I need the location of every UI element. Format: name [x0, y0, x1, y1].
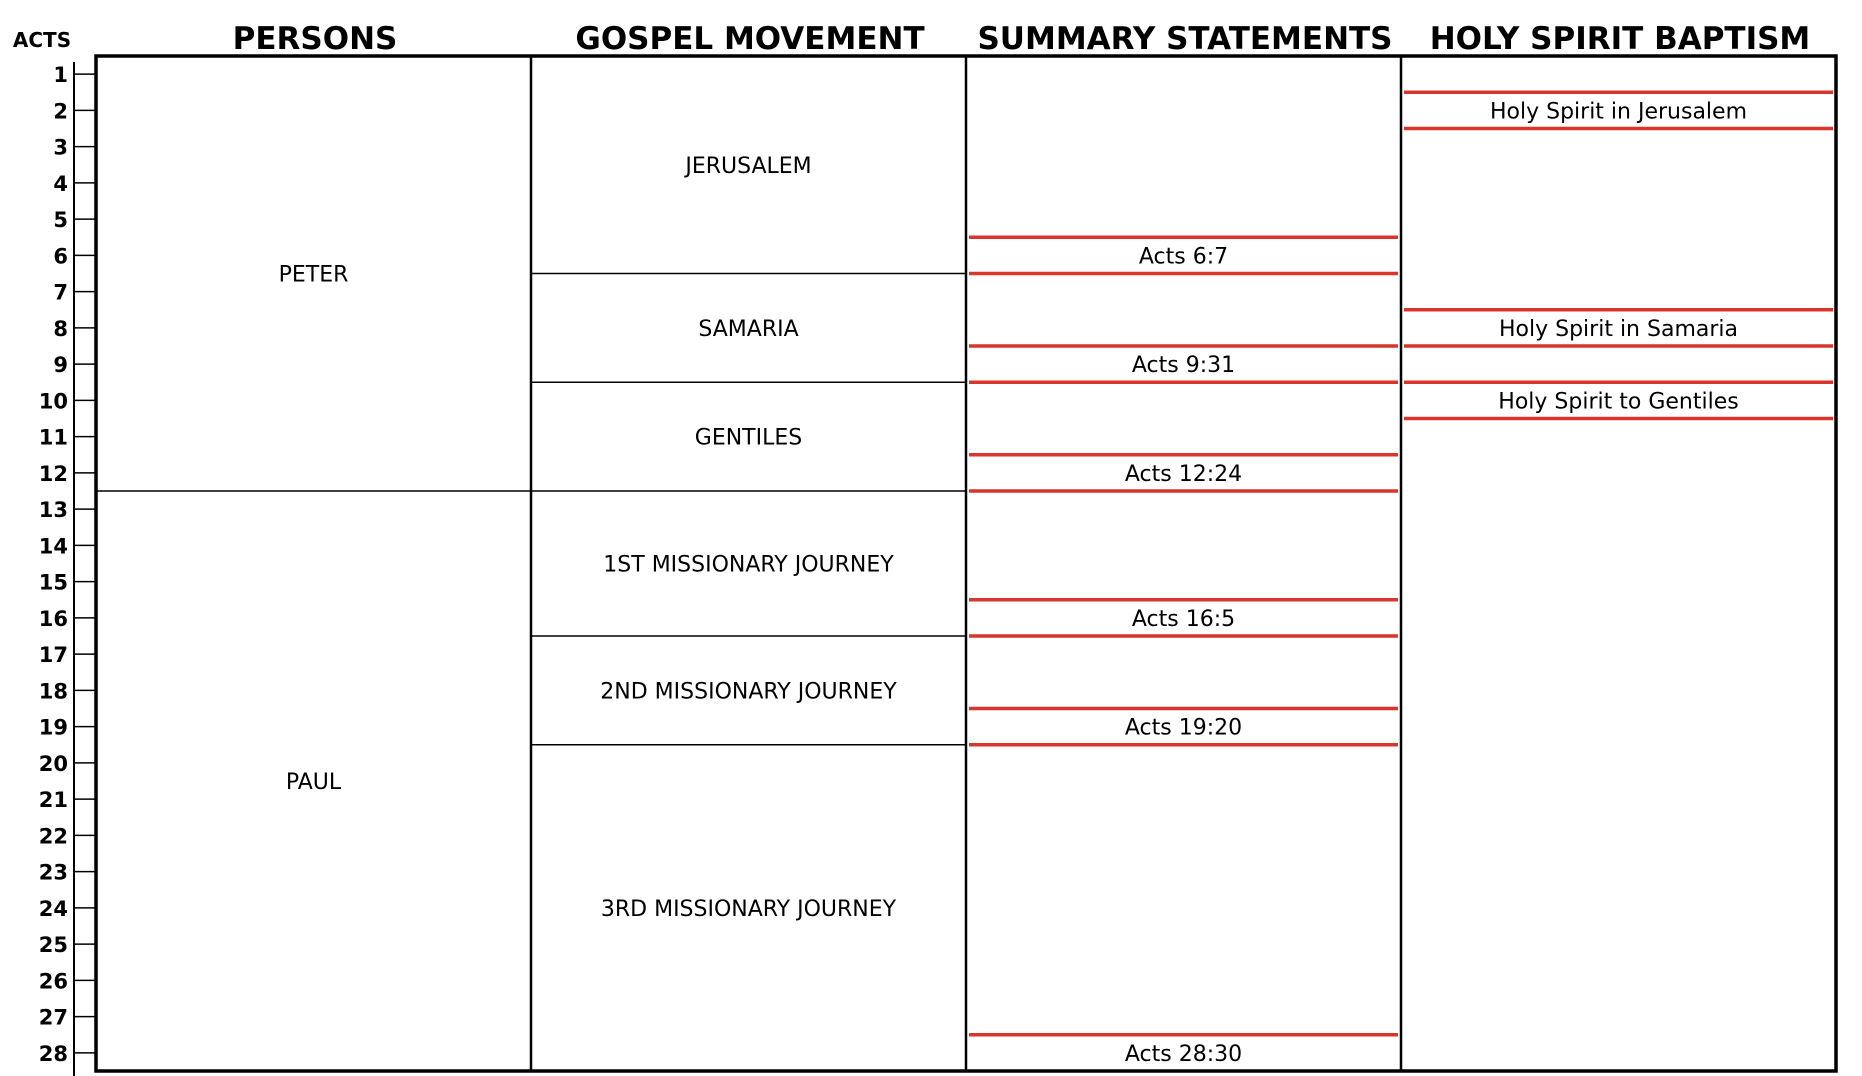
axis-tick-label: 14 [38, 534, 68, 559]
header-summary-statements: SUMMARY STATEMENTS [977, 21, 1393, 57]
axis-tick-label: 4 [53, 171, 68, 196]
axis-tick-label: 25 [38, 933, 68, 958]
marker-label: Acts 6:7 [1138, 244, 1229, 270]
axis-tick-label: 1 [53, 63, 68, 88]
axis-tick-label: 21 [38, 788, 68, 813]
segment-label: 2ND MISSIONARY JOURNEY [600, 679, 897, 705]
column-grid [96, 56, 1836, 1071]
axis-label: ACTS [12, 28, 72, 52]
header-holy-spirit-baptism: HOLY SPIRIT BAPTISM [1429, 21, 1811, 57]
axis-tick-label: 28 [38, 1041, 68, 1066]
chapter-axis [39, 62, 96, 1076]
header-persons: PERSONS [232, 21, 398, 57]
marker-label: Acts 9:31 [1131, 353, 1236, 379]
marker-label: Holy Spirit in Jerusalem [1489, 99, 1748, 125]
axis-tick-label: 3 [53, 135, 68, 160]
segment-label: JERUSALEM [685, 153, 812, 179]
axis-tick-label: 27 [38, 1005, 68, 1030]
segment-label: 1ST MISSIONARY JOURNEY [603, 552, 894, 578]
marker-label: Holy Spirit to Gentiles [1498, 389, 1739, 415]
segment-label: GENTILES [694, 425, 803, 451]
axis-tick-label: 24 [38, 896, 68, 921]
axis-tick-label: 9 [53, 353, 68, 378]
persons-column [96, 263, 531, 796]
axis-tick-label: 10 [38, 389, 68, 414]
marker-label: Acts 16:5 [1131, 606, 1236, 632]
axis-tick-label: 12 [38, 461, 68, 486]
axis-tick-label: 15 [38, 570, 68, 595]
segment-label: SAMARIA [698, 316, 799, 342]
axis-tick-label: 5 [53, 208, 68, 233]
summary-statements-column [969, 237, 1398, 1067]
holy-spirit-baptism-column [1404, 92, 1833, 418]
axis-tick-label: 11 [38, 425, 68, 450]
header-gospel-movement: GOSPEL MOVEMENT [575, 21, 925, 57]
marker-label: Holy Spirit in Samaria [1499, 316, 1738, 342]
axis-tick-label: 18 [38, 679, 68, 704]
marker-label: Acts 28:30 [1124, 1041, 1243, 1067]
gospel-movement-column [531, 154, 966, 922]
axis-tick-label: 13 [38, 498, 68, 523]
axis-tick-label: 2 [53, 99, 68, 124]
marker-label: Acts 12:24 [1124, 461, 1243, 487]
segment-label: PAUL [285, 770, 342, 795]
segment-label: PETER [278, 262, 349, 288]
segment-label: 3RD MISSIONARY JOURNEY [600, 896, 897, 922]
axis-tick-label: 22 [38, 824, 68, 849]
axis-tick-label: 17 [38, 643, 68, 668]
axis-tick-label: 6 [53, 244, 68, 269]
axis-tick-label: 19 [38, 715, 68, 740]
axis-tick-label: 8 [53, 316, 68, 341]
marker-label: Acts 19:20 [1124, 715, 1243, 741]
axis-tick-label: 20 [38, 751, 68, 776]
axis-tick-label: 23 [38, 860, 68, 885]
axis-tick-label: 16 [38, 606, 68, 631]
axis-tick-label: 26 [38, 969, 68, 994]
axis-tick-label: 7 [53, 280, 68, 305]
